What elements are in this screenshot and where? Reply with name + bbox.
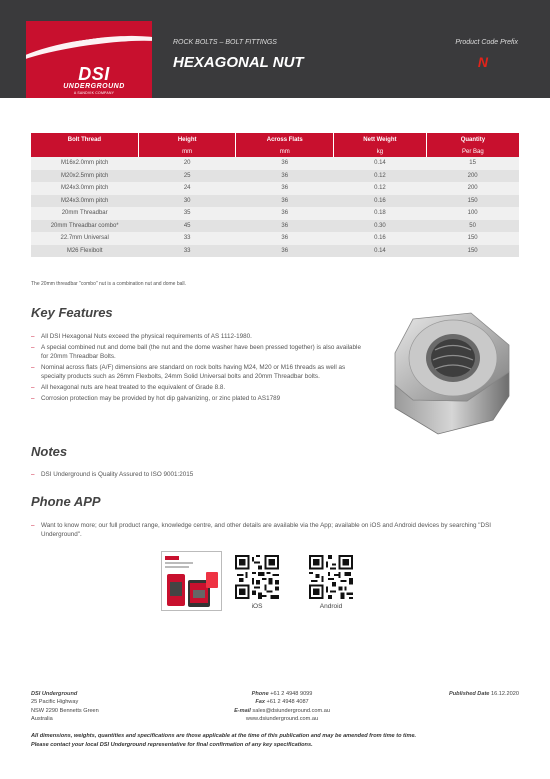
list-item: – All DSI Hexagonal Nuts exceed the physical requirements of AS 1112-1980. <box>31 332 366 341</box>
table-cell: 35 <box>138 207 236 220</box>
table-row <box>31 182 519 195</box>
table-cell: 30 <box>138 195 236 208</box>
table-cell: 22.7mm Universal <box>31 232 138 245</box>
footer-address <box>31 690 99 723</box>
table-cell: 200 <box>426 182 519 195</box>
list-item: – Want to know more; our full product range, knowledge centre, and other details are available via the App; available on iOS and Android devices by searching "DSI Underground". <box>31 521 501 539</box>
col-across-flats: Across Flats <box>236 133 334 146</box>
unit-cell <box>31 146 138 157</box>
table-header-row <box>31 133 519 146</box>
table-cell: 150 <box>426 245 519 258</box>
unit-cell: Per Bag <box>426 146 519 157</box>
logo-name: UNDERGROUND <box>63 83 125 90</box>
android-label: Android <box>319 603 343 610</box>
table-cell: 0.30 <box>334 220 427 233</box>
table-cell: 33 <box>138 245 236 258</box>
table-cell: 0.16 <box>334 232 427 245</box>
table-row <box>31 245 519 258</box>
table-cell: 25 <box>138 170 236 183</box>
table-cell: 50 <box>426 220 519 233</box>
table-note: The 20mm threadbar "combo" nut is a combination nut and dome ball. <box>31 281 187 287</box>
table-cell: 24 <box>138 182 236 195</box>
list-item: – All hexagonal nuts are heat treated to the equivalent of Grade 8.8. <box>31 383 366 392</box>
android-qr-code[interactable] <box>309 555 353 599</box>
table-cell: 36 <box>236 195 334 208</box>
table-row <box>31 157 519 170</box>
disclaimer-line: Please contact your local DSI Underground representative for final confirmation of any key specifications. <box>31 742 313 748</box>
table-cell: 36 <box>236 207 334 220</box>
key-features-list <box>31 332 366 405</box>
phone-number: +61 2 4948 9099 <box>270 691 313 697</box>
list-item: – Corrosion protection may be provided by hot dip galvanizing, or zinc plated to AS1789 <box>31 394 366 403</box>
table-cell: M24x3.0mm pitch <box>31 195 138 208</box>
table-cell: 36 <box>236 170 334 183</box>
table-cell: 20mm Threadbar <box>31 207 138 220</box>
logo-brand: DSI <box>78 64 110 84</box>
table-cell: 0.18 <box>334 207 427 220</box>
table-row <box>31 207 519 220</box>
table-cell: 200 <box>426 170 519 183</box>
footer-addr-line: NSW 2290 Bennetts Green <box>31 707 99 714</box>
table-cell: 45 <box>138 220 236 233</box>
col-nett-weight: Nett Weight <box>334 133 427 146</box>
list-item: – A special combined nut and dome ball (the nut and the dome washer have been pressed together) is also available for 20mm Threadbar Bolts. <box>31 343 366 361</box>
list-item: – DSI Underground is Quality Assured to ISO 9001:2015 <box>31 470 519 479</box>
app-screenshot-image <box>161 551 222 611</box>
unit-cell: kg <box>334 146 427 157</box>
footer-company: DSI Underground <box>31 691 78 697</box>
table-row <box>31 220 519 233</box>
table-cell: 0.12 <box>334 182 427 195</box>
notes-list <box>31 470 519 481</box>
phone-app-list <box>31 521 501 541</box>
unit-cell: mm <box>138 146 236 157</box>
table-cell: 36 <box>236 232 334 245</box>
table-cell: 0.14 <box>334 245 427 258</box>
unit-cell: mm <box>236 146 334 157</box>
fax-number: +61 2 4948 4087 <box>266 699 309 706</box>
hexagonal-nut-image <box>383 305 519 443</box>
spec-table <box>31 133 519 257</box>
table-cell: 36 <box>236 245 334 258</box>
published-date: 16.12.2020 <box>491 691 519 697</box>
phone-app-heading: Phone APP <box>31 494 101 509</box>
table-cell: 150 <box>426 232 519 245</box>
footer-addr-line: Australia <box>31 715 53 722</box>
disclaimer <box>31 732 519 750</box>
table-cell: M20x2.5mm pitch <box>31 170 138 183</box>
phone-label: Phone <box>251 691 269 697</box>
email-link[interactable]: sales@dsiunderground.com.au <box>252 707 330 714</box>
product-code-prefix-label: Product Code Prefix <box>455 39 518 46</box>
product-code-prefix: N <box>477 54 488 70</box>
table-row <box>31 195 519 208</box>
table-cell: M26 Flexibolt <box>31 245 138 258</box>
table-cell: 0.14 <box>334 157 427 170</box>
table-row <box>31 232 519 245</box>
table-cell: 33 <box>138 232 236 245</box>
table-row <box>31 170 519 183</box>
table-cell: 150 <box>426 195 519 208</box>
header-banner <box>0 0 550 98</box>
col-bolt-thread: Bolt Thread <box>31 133 138 146</box>
table-cell: 0.12 <box>334 170 427 183</box>
key-features-heading: Key Features <box>31 305 113 320</box>
table-cell: M24x3.0mm pitch <box>31 182 138 195</box>
fax-label: Fax <box>255 699 265 706</box>
dsi-logo <box>26 21 152 98</box>
footer-addr-line: 25 Pacific Highway <box>31 699 79 706</box>
footer-contact <box>207 690 357 723</box>
email-label: E-mail <box>234 707 251 714</box>
website-link[interactable]: www.dsiunderground.com.au <box>245 715 319 722</box>
table-cell: M16x2.0mm pitch <box>31 157 138 170</box>
page-title: HEXAGONAL NUT <box>173 54 304 71</box>
logo-sub: A SANDVIK COMPANY <box>73 91 115 95</box>
table-units-row <box>31 146 519 157</box>
table-cell: 0.16 <box>334 195 427 208</box>
table-cell: 20 <box>138 157 236 170</box>
col-height: Height <box>138 133 236 146</box>
product-category: ROCK BOLTS – BOLT FITTINGS <box>173 39 277 46</box>
table-cell: 15 <box>426 157 519 170</box>
table-cell: 20mm Threadbar combo* <box>31 220 138 233</box>
table-cell: 100 <box>426 207 519 220</box>
notes-heading: Notes <box>31 444 68 459</box>
footer-published <box>449 690 519 698</box>
table-cell: 36 <box>236 182 334 195</box>
col-quantity: Quantity <box>426 133 519 146</box>
ios-qr-code[interactable] <box>235 555 279 599</box>
table-cell: 36 <box>236 220 334 233</box>
list-item: – Nominal across flats (A/F) dimensions are standard on rock bolts having M24, M20 or M16 threads as well as specialty products such as 26mm Flexbolts, 24mm Solid Universal bolts and 20mm Threadbar bolts. <box>31 363 366 381</box>
table-cell: 36 <box>236 157 334 170</box>
ios-label: iOS <box>251 603 263 610</box>
published-label: Published Date <box>449 691 490 697</box>
disclaimer-line: All dimensions, weights, quantities and specifications are those applicable at the time of this publication and may be amended from time to time. <box>31 733 417 739</box>
